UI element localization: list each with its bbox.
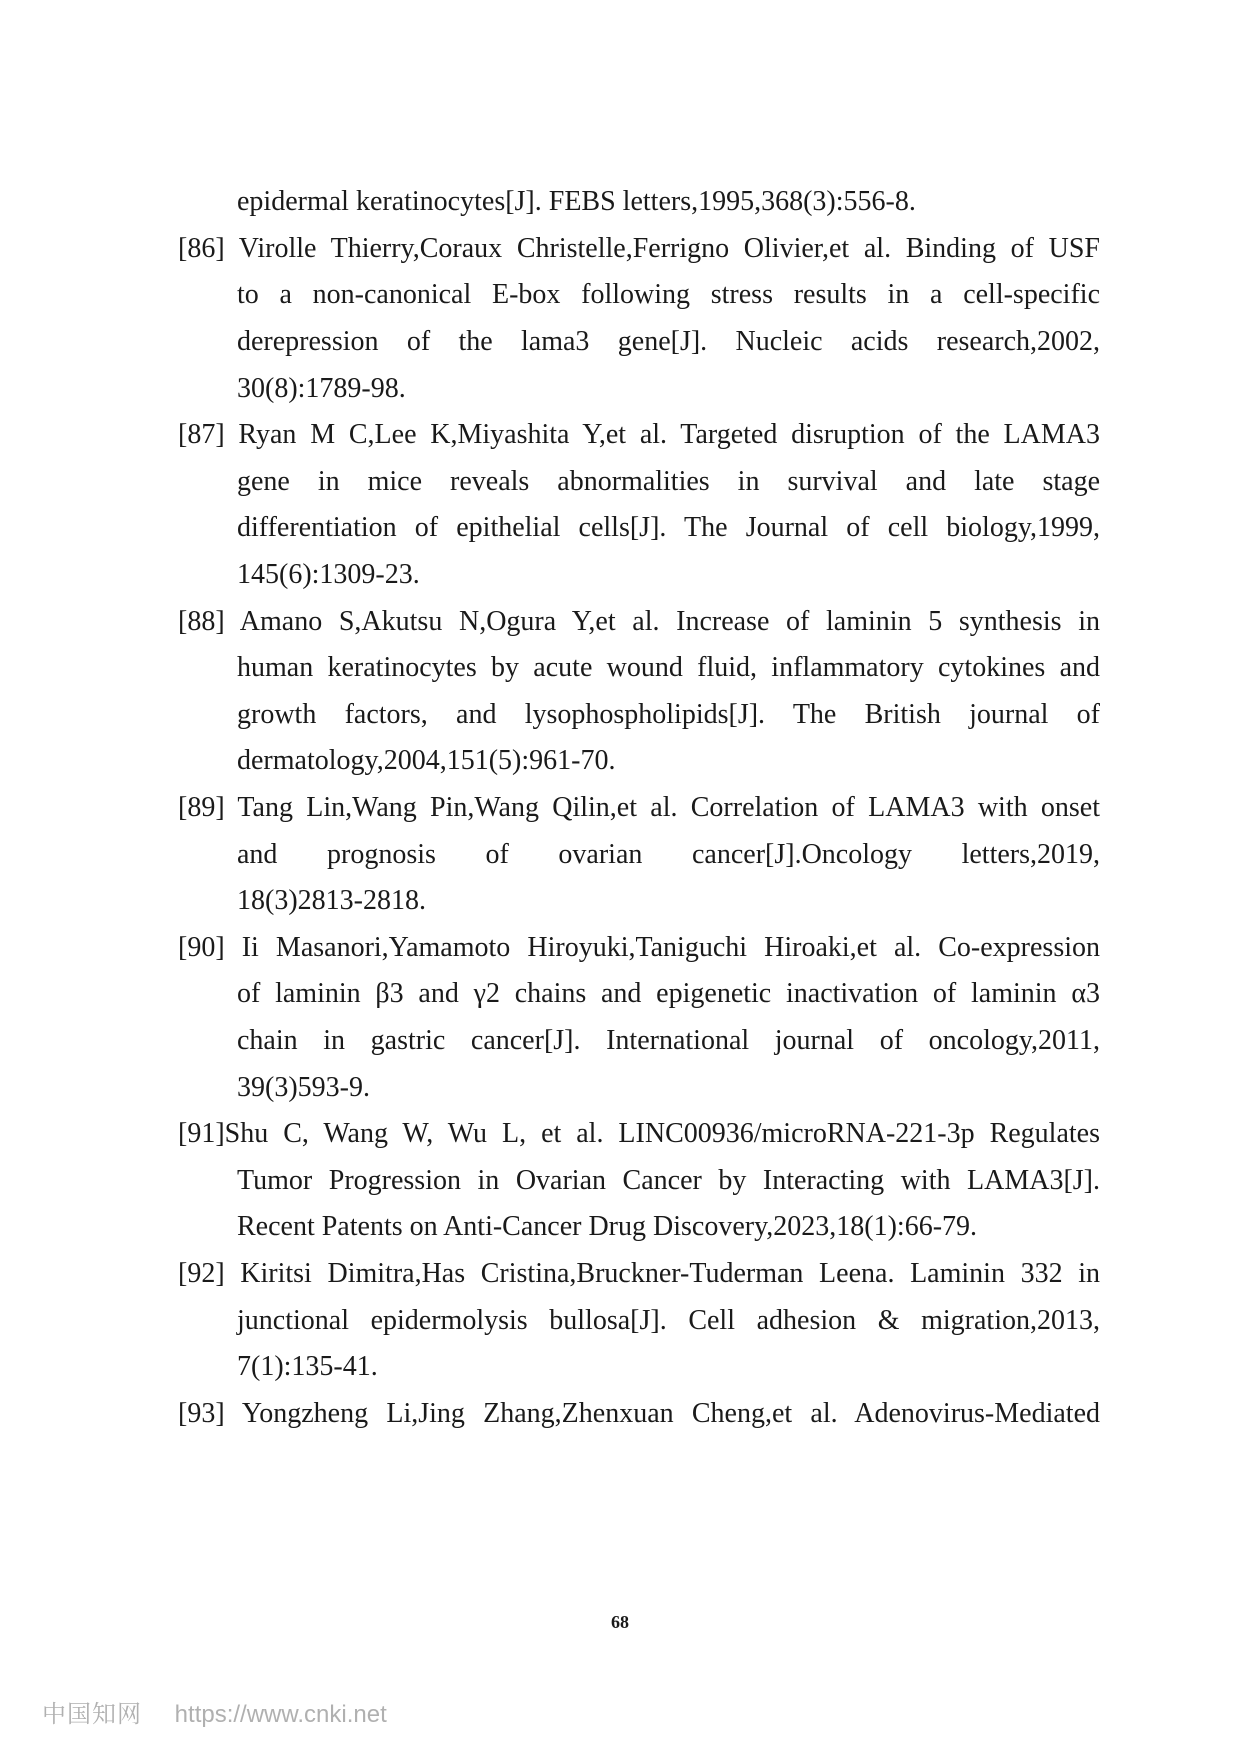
reference-line: [90] Ii Masanori,Yamamoto Hiroyuki,Taniguchi Hiroaki,et al. Co-expression	[178, 932, 1100, 963]
reference-line: [87] Ryan M C,Lee K,Miyashita Y,et al. Targeted disruption of the LAMA3	[178, 419, 1100, 450]
watermark-logo: 中国知网	[42, 1701, 142, 1728]
reference-line: [91]Shu C, Wang W, Wu L, et al. LINC00936/microRNA-221-3p Regulates	[178, 1118, 1100, 1149]
watermark-url: https://www.cnki.net	[174, 1701, 387, 1728]
cnki-watermark	[42, 1694, 387, 1729]
reference-line: dermatology,2004,151(5):961-70.	[237, 745, 616, 776]
reference-line: human keratinocytes by acute wound fluid, inflammatory cytokines and	[237, 652, 1100, 683]
reference-line: Recent Patents on Anti-Cancer Drug Discovery,2023,18(1):66-79.	[237, 1211, 978, 1242]
reference-line: chain in gastric cancer[J]. International journal of oncology,2011,	[237, 1025, 1100, 1056]
reference-line: 18(3)2813-2818.	[237, 885, 426, 916]
reference-line: epidermal keratinocytes[J]. FEBS letters,1995,368(3):556-8.	[237, 186, 916, 217]
reference-line: 145(6):1309-23.	[237, 559, 420, 590]
reference-line: and prognosis of ovarian cancer[J].Oncology letters,2019,	[237, 839, 1100, 870]
reference-line: differentiation of epithelial cells[J]. The Journal of cell biology,1999,	[237, 512, 1100, 543]
reference-line: [92] Kiritsi Dimitra,Has Cristina,Bruckner-Tuderman Leena. Laminin 332 in	[178, 1258, 1100, 1289]
reference-line: growth factors, and lysophospholipids[J]. The British journal of	[237, 699, 1100, 730]
reference-line: gene in mice reveals abnormalities in survival and late stage	[237, 466, 1100, 497]
reference-line: 7(1):135-41.	[237, 1351, 378, 1382]
reference-line: [88] Amano S,Akutsu N,Ogura Y,et al. Increase of laminin 5 synthesis in	[178, 606, 1100, 637]
page-number: 68	[611, 1612, 629, 1632]
reference-line: derepression of the lama3 gene[J]. Nucleic acids research,2002,	[237, 326, 1100, 357]
reference-line: to a non-canonical E-box following stress results in a cell-specific	[237, 279, 1100, 310]
reference-line: Tumor Progression in Ovarian Cancer by Interacting with LAMA3[J].	[237, 1165, 1100, 1196]
reference-line: junctional epidermolysis bullosa[J]. Cell adhesion & migration,2013,	[237, 1305, 1100, 1336]
reference-line: [86] Virolle Thierry,Coraux Christelle,Ferrigno Olivier,et al. Binding of USF	[178, 233, 1100, 264]
reference-line: [93] Yongzheng Li,Jing Zhang,Zhenxuan Cheng,et al. Adenovirus-Mediated	[178, 1398, 1100, 1429]
reference-line: [89] Tang Lin,Wang Pin,Wang Qilin,et al. Correlation of LAMA3 with onset	[178, 792, 1100, 823]
reference-line: 30(8):1789-98.	[237, 373, 406, 404]
reference-line: of laminin β3 and γ2 chains and epigenetic inactivation of laminin α3	[237, 978, 1100, 1009]
reference-line: 39(3)593-9.	[237, 1072, 370, 1103]
